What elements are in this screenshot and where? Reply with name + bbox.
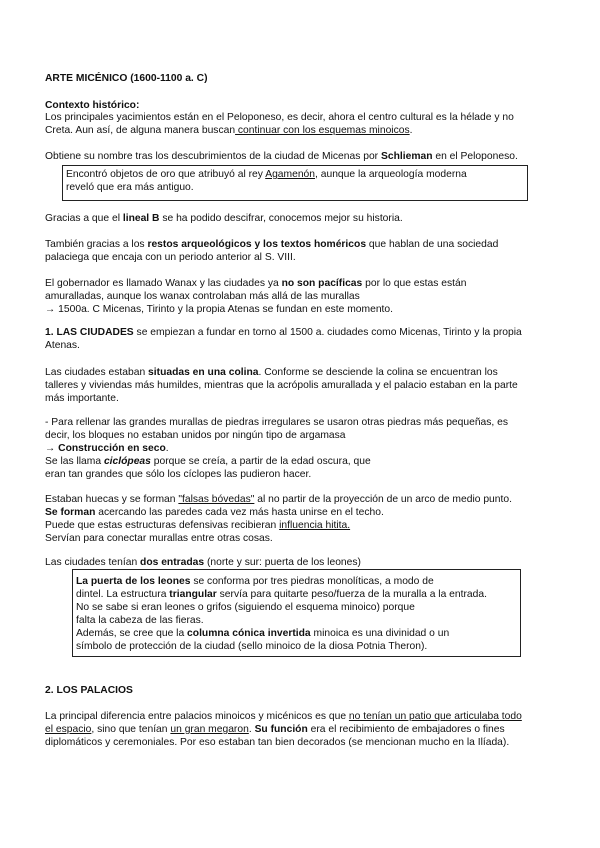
box2-line-1: La puerta de los leones se conforma por tres piedras monolíticas, a modo de xyxy=(76,576,434,587)
lineal-b-paragraph: Gracias a que el lineal B se ha podido descifrar, conocemos mejor su historia. xyxy=(45,213,403,224)
document-title: ARTE MICÉNICO (1600-1100 a. C) xyxy=(45,73,208,84)
contexto-line-2: Creta. Aun así, de alguna manera buscan continuar con los esquemas minoicos. xyxy=(45,125,413,136)
colina-line-3: más importante. xyxy=(45,393,119,404)
box2-line-4: falta la cabeza de las fieras. xyxy=(76,615,204,626)
colina-line-1: Las ciudades estaban situadas en una colina. Conforme se desciende la colina se encuentran los xyxy=(45,367,498,378)
palacios-heading: 2. LOS PALACIOS xyxy=(45,685,133,696)
gobernador-line-2: amuralladas, aunque los wanax controlaban más allá de las murallas xyxy=(45,291,360,302)
contexto-heading: Contexto histórico: xyxy=(45,100,140,111)
huecas-line-3: Puede que estas estructuras defensivas recibieran influencia hitita. xyxy=(45,520,351,531)
box2-line-2: dintel. La estructura triangular servía para quitarte peso/fuerza de la muralla a la entrada. xyxy=(76,589,487,600)
palacios-line-3: diplomáticos y ceremoniales. Por eso estaban tan bien decorados (se mencionan mucho en la Ilíada). xyxy=(45,737,510,748)
ciudades-heading: 1. LAS CIUDADES xyxy=(45,327,134,338)
ciudades-line-1: 1. LAS CIUDADES se empiezan a fundar en torno al 1500 a. ciudades como Micenas, Tirinto y la propia xyxy=(45,327,522,338)
ciudades-line-2: Atenas. xyxy=(45,340,80,351)
contexto-line-1: Los principales yacimientos están en el Peloponeso, es decir, ahora el centro cultural es la hélade y no xyxy=(45,112,514,123)
colina-line-2: talleres y viviendas más humildes, mientras que la acrópolis amurallada y el palacio estaban en la parte xyxy=(45,380,518,391)
box1-line-1: Encontró objetos de oro que atribuyó al rey Agamenón, aunque la arqueología moderna xyxy=(66,169,467,180)
murallas-line-4: Se las llama ciclópeas porque se creía, a partir de la edad oscura, que xyxy=(45,456,371,467)
gobernador-line-1: El gobernador es llamado Wanax y las ciudades ya no son pacíficas por lo que estas están xyxy=(45,278,467,289)
nombre-paragraph: Obtiene su nombre tras los descubrimientos de la ciudad de Micenas por Schlieman en el Peloponeso. xyxy=(45,151,518,162)
murallas-line-3: → Construcción en seco. xyxy=(45,443,169,454)
box1-line-2: reveló que era más antiguo. xyxy=(66,182,194,193)
box2-line-6: símbolo de protección de la ciudad (sello minoico de la diosa Potnia Theron). xyxy=(76,641,428,652)
restos-line-2: palaciega que encaja con un periodo anterior al S. VIII. xyxy=(45,252,296,263)
murallas-line-1: - Para rellenar las grandes murallas de piedras irregulares se usaron otras piedras más pequeñas, es xyxy=(45,417,509,428)
palacios-line-2: el espacio, sino que tenían un gran megaron. Su función era el recibimiento de embajadores o fines xyxy=(45,724,505,735)
murallas-line-2: decir, los bloques no estaban unidos por ningún tipo de argamasa xyxy=(45,430,346,441)
huecas-line-2: Se forman acercando las paredes cada vez más hasta unirse en el techo. xyxy=(45,507,384,518)
restos-line-1: También gracias a los restos arqueológicos y los textos homéricos que hablan de una sociedad xyxy=(45,239,499,250)
box2-line-3: No se sabe si eran leones o grifos (siguiendo el esquema minoico) porque xyxy=(76,602,415,613)
palacios-line-1: La principal diferencia entre palacios minoicos y micénicos es que no tenían un patio que articulaba todo xyxy=(45,711,522,722)
huecas-line-1: Estaban huecas y se forman "falsas bóvedas" al no partir de la proyección de un arco de medio punto. xyxy=(45,494,512,505)
gobernador-line-3: → 1500a. C Micenas, Tirinto y la propia Atenas se fundan en este momento. xyxy=(45,304,394,315)
huecas-line-4: Servían para conectar murallas entre otras cosas. xyxy=(45,533,273,544)
box2-line-5: Además, se cree que la columna cónica invertida minoica es una divinidad o un xyxy=(76,628,450,639)
murallas-line-5: eran tan grandes que sólo los cíclopes las pudieron hacer. xyxy=(45,469,312,480)
entradas-paragraph: Las ciudades tenían dos entradas (norte y sur: puerta de los leones) xyxy=(45,557,361,568)
